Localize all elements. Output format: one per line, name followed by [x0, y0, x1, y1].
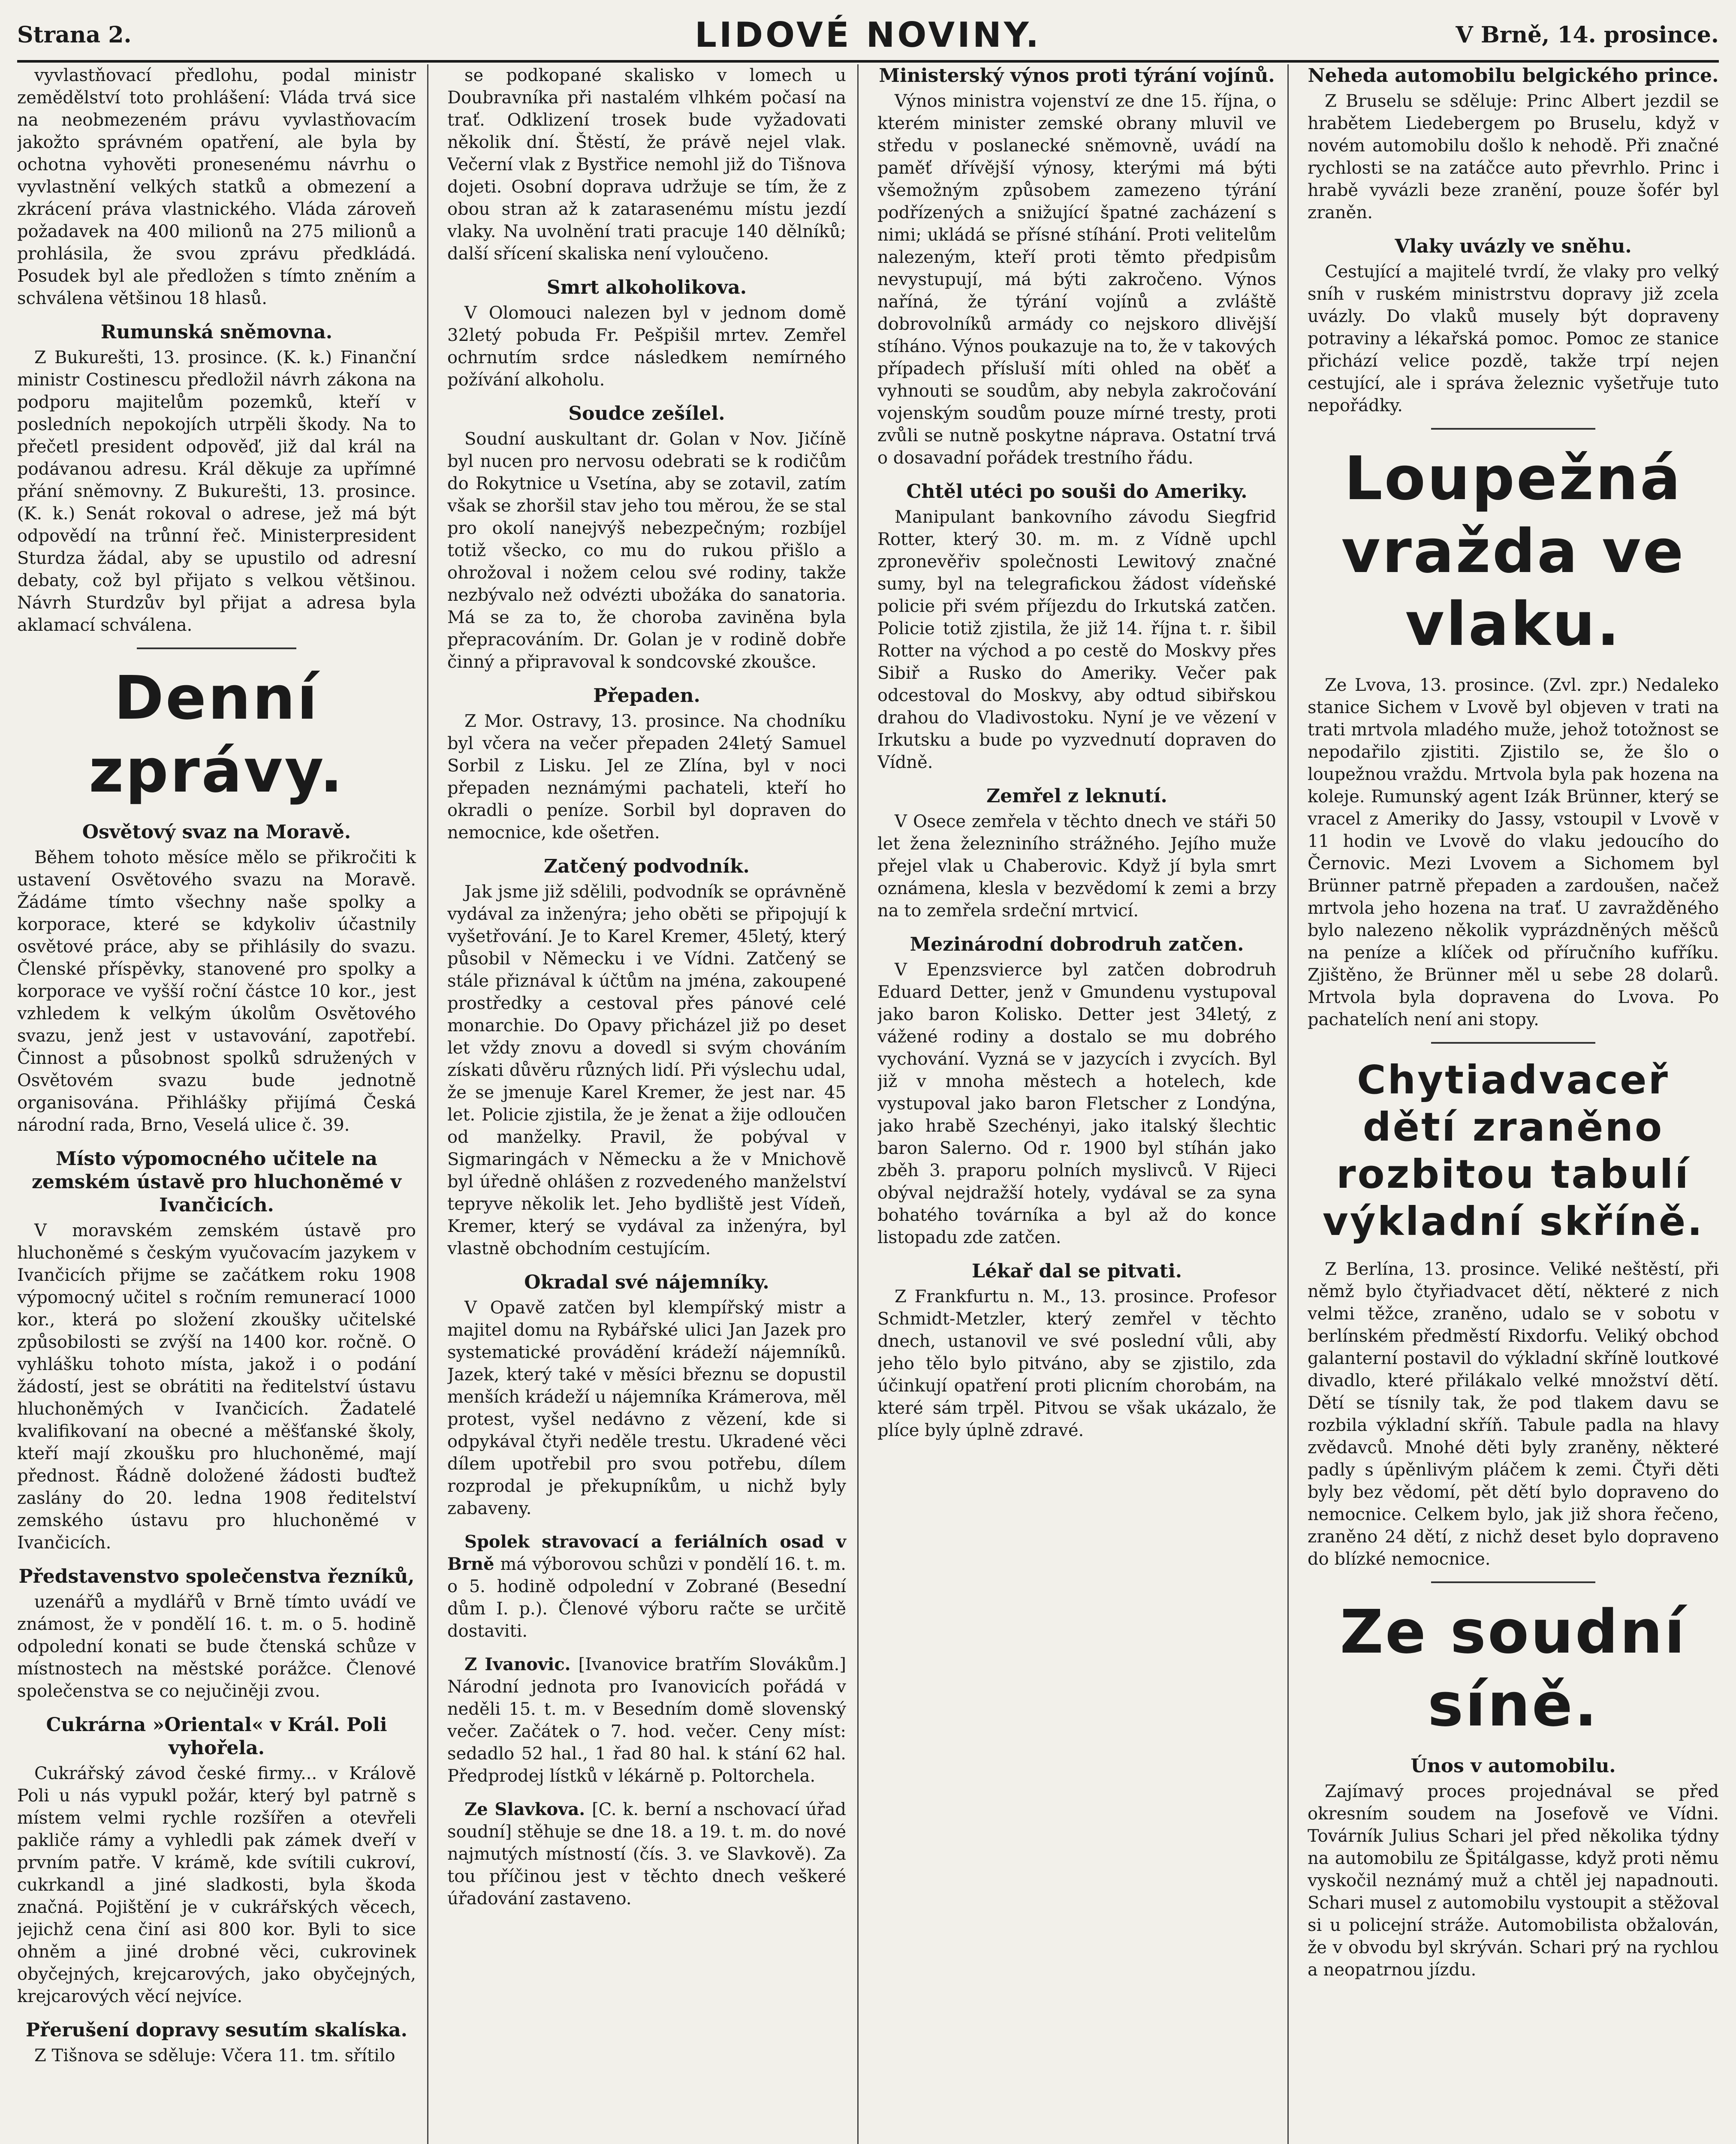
article: [877, 1260, 1276, 1442]
notice: [447, 1531, 846, 1642]
article-title: Chtěl utéci po souši do Ameriky.: [906, 481, 1248, 503]
article-body: Ze Slavkova. [C. k. berní a nschovací úřad soudní] stěhuje se dne 18. a 19. t. m. do nové najmutých místností (čís. 3. ve Slavkově). Za tou příčinou jest v těchto dnech veškeré úřadování zastaveno.: [447, 1799, 846, 1909]
article-body: Soudní auskultant dr. Golan v Nov. Jičíně byl nucen pro nervosu odebrati se k rodičům do Rokytnice u Vsetína, aby se zotavil, zatím však se zhoršil stav jeho tou měrou, že se stal pro okolí nanejvýš nebezpečným; rozbíjel totiž všecko, co mu do rukou přišlo a ohrožoval i nožem celou své rodiny, takže nezbývalo než odvézti ubožáka do sanatoria. Má se za to, že choroba zaviněna byla přepracováním. Dr. Golan je v rodině dobře činný a připravoval k sondcovské zkoušce.: [447, 429, 846, 672]
section-divider: [1431, 428, 1596, 430]
article-body: V Osece zemřela v těchto dnech ve stáři 50 let žena železniního strážného. Jejího muže přejel vlak u Chaberovic. Když jí byla smrt oznámena, klesla v bezvědomí k zemi a brzy na to zemřela srdeční mrtvicí.: [877, 812, 1276, 921]
article-body: Během tohoto měsíce mělo se přikročiti k ustavení Osvětového svazu na Moravě. Žádáme tímto všechny naše spolky a korporace, které se kdykoliv účastnily osvětové práce, aby se přihlásily do svazu. Členské příspěvky, stanovené pro spolky a korporace ve vyšší roční částce 10 kor., jest vzhledem k velkým úkolům Osvětového svazu, jenž jest v ustavování, zapotřebí. Činnost a působnost spolků sdružených v Osvětovém svazu bude jednotně organisována. Přihlášky přijímá Česká národní rada, Brno, Veselá ulice č. 39.: [17, 848, 416, 1135]
article: [1308, 1258, 1719, 1570]
notice: [447, 1798, 846, 1910]
section-divider: [1431, 1042, 1596, 1044]
article-title: Neheda automobilu belgického prince.: [1308, 65, 1719, 87]
article: [1308, 64, 1719, 224]
article: [877, 64, 1276, 469]
article-body: Z Bruselu se sděluje: Princ Albert jezdil se hrabětem Liedebergem po Bruselu, když v novém automobilu došlo k nehodě. Při značné rychlosti se na zatáčce auto převrhlo. Princ i hrabě vyvázli beze zranění, pouze šofér byl zraněn.: [1308, 91, 1719, 223]
article-title: Mezinárodní dobrodruh zatčen.: [910, 933, 1244, 955]
notice-title: Spolek stravovací a feriálních osad v Brně: [447, 1532, 846, 1574]
article-body: V Epenzsvierce byl zatčen dobrodruh Eduard Detter, jenž v Gmundenu vystupoval jako baron Kolisko. Detter jest 34letý, z vážené rodiny a dostalo se mu dobrého vychování. Vyzná se v jazycích i zvycích. Byl již v mnoha městech a hotelech, kde vystupoval jako baron Fletscher z Londýna, jako hrabě Szechényi, jako italský šlechtic baron Salerno. Od r. 1900 byl stíhán jako zběh 3. praporu polních myslivců. V Rijeci obýval nejdražší hotely, vydával se za syna bohatého továrníka a byl až do konce listopadu zde zatčen.: [877, 960, 1276, 1247]
column-4: [1308, 64, 1719, 2144]
article-body: Z Berlína, 13. prosince. Veliké neštěstí, při němž bylo čtyřiadvacet dětí, některé z nich velmi těžce, zraněno, udalo se v sobotu v berlínském předměstí Rixdorfu. Veliký obchod galanterní postavil do výkladní skříně loutkové divadlo, které přilákalo velké množství dětí. Dětí se tísnily tak, že pod tlakem davu se rozbila výkladní skříň. Tabule padla na hlavy zvědavců. Mnohé děti byly zraněny, některé padly s úpěnlivým pláčem k zemi. Čtyři děti byly bez vědomí, pět dětí bylo dopraveno do nemocnice. Celkem bylo, jak již shora řečeno, zraněno 24 dětí, z nichž deset bylo dopraveno do blízké nemocnice.: [1308, 1259, 1719, 1569]
article-body: Ze Lvova, 13. prosince. (Zvl. zpr.) Nedaleko stanice Sichem v Lvově byl objeven v trati na trati mrtvola mladého muže, jehož totožnost se nepodařilo zjistiti. Zjistilo se, že šlo o loupežnou vraždu. Mrtvola byla pak hozena na koleje. Rumunský agent Izák Brünner, který se vracel z Ameriky do Jassy, vstoupil v Lvově v 11 hodin ve Lvově do vlaku jedoucího do Černovic. Mezi Lvovem a Sichomem byl Brünner patrně přepaden a zardoušen, načež mrtvola jeho hozena na trať. U zavražděného bylo nalezeno několik vyprázdněných měšců na peníze a klíček od příručního kufříku. Zjištěno, že Brünner měl u sebe 28 dolarů. Mrtvola byla dopravena do Lvova. Po pachatelích není ani stopy.: [1308, 675, 1719, 1030]
article-title: Přepaden.: [593, 685, 700, 707]
article-title: Ministerský výnos proti týrání vojínů.: [879, 65, 1275, 87]
article-body: Z Mor. Ostravy, 13. prosince. Na chodníku byl včera na večer přepaden 24letý Samuel Sorbil z Lisku. Jel ze Zlína, byl v noci přepaden neznámými pachateli, kteří ho okradli o peníze. Sorbil byl dopraven do nemocnice, kde ošetřen.: [447, 711, 846, 843]
article-title: Okradal své nájemníky.: [524, 1271, 769, 1293]
article: [1308, 674, 1719, 1031]
article: [877, 480, 1276, 774]
dateline: V Brně, 14. prosince.: [1456, 21, 1719, 48]
section-divider: [137, 647, 296, 649]
column-3: [877, 64, 1289, 2144]
column-1: [17, 64, 428, 2144]
article-body: se podkopané skalisko v lomech u Doubravníka při nastalém vlhkém počasí na trať. Odklizení trosek bude vyžadovati několik dní. Štěstí, že právě nejel vlak. Večerní vlak z Bystřice nemohl již do Tišnova dojeti. Osobní doprava udržuje se tím, že z obou stran až k zatarasenému místu jezdí vlaky. Na uvolnění trati pracuje 140 dělníků; další sřícení skaliska není vyloučeno.: [447, 66, 846, 264]
article: [17, 64, 416, 310]
article: [447, 684, 846, 844]
section-divider: [1431, 1581, 1596, 1583]
article-title: Osvětový svaz na Moravě.: [82, 821, 351, 843]
article-body: Jak jsme již sdělili, podvodník se oprávněně vydával za inženýra; jeho oběti se připojují k vyšetřování. Je to Karel Kremer, 45letý, který působil v Německu i ve Vídni. Zatčený se stále přiznával k účtům na jména, zakoupené prostředky a cestoval přes pánové celé monarchie. Do Opavy přicházel již po deset let vždy znovu a dovedl si svým chováním získati důvěru různých lidí. Při výslechu udal, že se jmenuje Karel Kremer, že jest nar. 45 let. Policie zjistila, že je ženat a žije odloučen od manželky. Pravil, že pobýval v Sigmaringách v Německu a že v Mnichově byl úředně ohlášen z rozvedeného manželství tepryve několik let. Jeho bydliště jest Vídeň, Kremer, který se vydával za inženýra, byl vlastně obchodním cestujícím.: [447, 882, 846, 1259]
article: [877, 933, 1276, 1249]
article-title: Zatčený podvodník.: [544, 855, 750, 877]
article: [447, 855, 846, 1260]
article-title: Vlaky uvázly ve sněhu.: [1395, 235, 1632, 257]
article-title: Přerušení dopravy sesutím skalíska.: [26, 2019, 407, 2041]
article-body: Cukrářský závod české firmy... v Králově Poli u nás vypukl požár, který byl patrně s místem velmi rychle rozšířen a otevřeli pakliče rámy a vyhledli pak zámek dveří v prvním patře. V krámě, kde svítili cukroví, cukrkandl a jiné sladkosti, byla škoda značná. Pojištění je v cukrářských věcech, jejichž cena činí asi 800 kor. Byli to sice ohněm a jiné drobné věci, cukrovinek obyčejných, krejcarových, jako obyčejných, krejcarových věcí nejvíce.: [17, 1764, 416, 2006]
section-heading: Chytiadvaceř dětí zraněno rozbitou tabulí výkladní skříně.: [1322, 1057, 1704, 1244]
section-heading: Loupežná vražda ve vlaku.: [1341, 444, 1685, 659]
notice: [447, 1653, 846, 1787]
article: [17, 821, 416, 1136]
article-title: Cukrárna »Oriental« v Král. Poli vyhořela.: [46, 1714, 387, 1759]
article-title: Zemřel z leknutí.: [986, 785, 1167, 807]
page-number: Strana 2.: [17, 21, 132, 48]
newspaper-title: LIDOVÉ NOVINY.: [695, 15, 1041, 55]
article: [17, 2019, 416, 2067]
article-title: Místo výpomocného učitele na zemském ústavě pro hluchoněmé v Ivančicích.: [32, 1148, 401, 1216]
article: [447, 64, 846, 265]
article-body: Výnos ministra vojenství ze dne 15. října, o kterém minister zemské obrany mluvil ve středu v poslanecké sněmovně, uvádí na paměť dřívější výnosy, kterými má býti všemožným způsobem zamezeno týrání podřízených a snižující špatné zacházení s nimi; ukládá se přísné stíhání. Proti velitelům nalezeným, kteří proti těmto předpisům nevystupují, má býti zakročeno. Výnos naříná, že týrání vojínů a zvláště dobrovolníků armády co nejskoro dlivější stíháno. Výnos poukazuje na to, že v takových případech přísluší míti ohled na oběť a vyhnouti se soudům, aby nebyla zakročování vojenským soudům pouze mírné tresty, proti zvůli se nutně poskytne náprava. Ostatní trvá o dosavadní pořádek trestního řádu.: [877, 91, 1276, 468]
article-title: Představenstvo společenstva řezníků,: [18, 1566, 415, 1587]
article-body: V Opavě zatčen byl klempířský mistr a majitel domu na Rybářské ulici Jan Jazek pro systematické provádění krádeží nájemníků. Jazek, který také v měsíci březnu se dopustil menších krádeží u nájemníka Krámerova, měl protest, vyšel nedávno z vězení, kde si odpykával čtyři neděle trestu. Ukradené věci dílem upotřebil pro svou potřebu, dílem rozprodal je překupníkům, u nichž byly zabaveny.: [447, 1298, 846, 1518]
article: [17, 1713, 416, 2008]
article-body: Cestující a majitelé tvrdí, že vlaky pro velký sníh v ruském ministrstvu dopravy již zcela uvázly. Do vlaků musely být dopraveny potraviny a lékařská pomoc. Pomoc ze stanice přichází velice pozdě, takže trpí nejen cestující, ale i správa železnic vyšetřuje tuto nepořádky.: [1308, 262, 1719, 416]
article-body: vyvlastňovací předlohu, podal ministr zemědělství toto prohlášení: Vláda trvá sice na neobmezeném právu vyvlastňovacím jakožto správném opatření, ale byla by ochotna vyhověti pronesenému návrhu o vyvlastnění velkých statků a obmezení a zkrácení práva vlastnického. Vláda zároveň požadavek na 400 milionů na 275 milionů a prohlásila, že svou zprávu předkládá. Posudek byl ale předložen s tímto zněním a schválena většinou 18 hlasů.: [17, 66, 416, 308]
article-body: V Olomouci nalezen byl v jednom domě 32letý pobuda Fr. Pešpišil mrtev. Zemřel ochrnutím srdce následkem nemírného požívání alkoholu.: [447, 303, 846, 390]
article-title: Soudce zešílel.: [568, 403, 725, 425]
article-body: Z Frankfurtu n. M., 13. prosince. Profesor Schmidt-Metzler, který zemřel v těchto dnech, ustanovil ve své poslední vůli, aby jeho tělo bylo pitváno, aby se zjistilo, zda účinkují opatření proti plicním chorobám, na které sám trpěl. Pitvou se však ukázalo, že plíce byly úplně zdravé.: [877, 1287, 1276, 1440]
section-heading: Denní zprávy.: [88, 663, 345, 806]
article-columns: [17, 64, 1719, 2144]
article-body: Z Bukurešti, 13. prosince. (K. k.) Finanční ministr Costinescu předložil návrh zákona na podporu majitelům pozemků, kteří v posledních nepokojích utrpěli škody. Na to přečetl president odpověď, již dal král na podávanou adresu. Král děkuje za upřímné přání sněmovny. Z Bukurešti, 13. prosince. (K. k.) Senát rokoval o adrese, jež má být odpovědí na trůnní řeč. Ministerpresident Sturdza žádal, aby se upustilo od adresní debaty, což byl přijato s velkou většinou. Návrh Sturdzův byl přijat a adresa byla aklamací schválena.: [17, 348, 416, 635]
article-body: Z Tišnova se sděluje: Včera 11. tm. sřítilo: [34, 2046, 395, 2066]
column-2: [447, 64, 859, 2144]
article-body: Zajímavý proces projednával se před okresním soudem na Josefově ve Vídni. Továrník Julius Schari jel před několika týdny na automobilu ze Špitálgasse, když proti němu vyskočil neznámý muž a chtěl jej napadnouti. Schari musel z automobilu vystoupit a stěžoval si u policejní stráže. Automobilista obžalován, že v obvodu byl skrýván. Schari prý na rychlou a neopatrnou jízdu.: [1308, 1782, 1719, 1980]
notice-title: Ze Slavkova.: [464, 1799, 592, 1819]
article-body: Z Ivanovic. [Ivanovice bratřím Slovákům.] Národní jednota pro Ivanovicích pořádá v neděli 15. t. m. v Besedním domě slovenský večer. Začátek o 7. hod. večer. Ceny míst: sedadlo 52 hal., 1 řad 80 hal. k stání 62 hal. Předprodej lístků v lékárně p. Poltorchela.: [447, 1654, 846, 1786]
article: [447, 402, 846, 673]
masthead: [17, 9, 1719, 63]
article-body: Spolek stravovací a feriálních osad v Brně má výborovou schůzi v pondělí 16. t. m. o 5. hodině odpolední v Zobrané (Besední dům I. p.). Členové výboru račte se určitě dostaviti.: [447, 1532, 846, 1641]
article-body: Manipulant bankovního závodu Siegfrid Rotter, který 30. m. m. z Vídně upchl zpronevěřiv společnosti Lewitový značné sumy, byl na telegrafickou žádost vídeňské policie při svém příjezdu do Irkutská zatčen. Policie totiž zjistila, že již 14. října t. r. šibil Rotter na východ a po cestě do Moskvy přes Sibiř a Rusko do Ameriky. Večer pak odcestoval do Moskvy, aby odtud sibiřskou drahou do Vladivostoku. Nyní je ve vězení v Irkutsku a bude po vyzvednutí dopraven do Vídně.: [877, 507, 1276, 772]
section-heading: Ze soudní síně.: [1340, 1597, 1687, 1740]
article: [877, 785, 1276, 922]
article: [447, 1271, 846, 1520]
article-title: Lékař dal se pitvati.: [971, 1260, 1182, 1282]
article: [1308, 235, 1719, 417]
article: [17, 1147, 416, 1554]
article-title: Rumunská sněmovna.: [100, 321, 333, 343]
article: [447, 276, 846, 391]
article: [17, 321, 416, 636]
notice-title: Z Ivanovic.: [464, 1654, 579, 1674]
article-title: Únos v automobilu.: [1410, 1755, 1616, 1777]
article-title: Smrt alkoholikova.: [546, 277, 747, 298]
article-body: V moravském zemském ústavě pro hluchoněmé s českým vyučovacím jazykem v Ivančicích přijme se začátkem roku 1908 výpomocný učitel s ročním remunerací 1000 kor., která po složení zkoušky učitelské způsobilosti se zvýší na 1400 kor. ročně. O vyhlášku tohoto místa, jakož i o podání žádostí, jest se obrátiti na ředitelství ústavu hluchoněmých v Ivančicích. Žadatelé kvalifikovaní na obecné a měšťanské školy, kteří mají zkoušku pro hluchoněmé, mají přednost. Řádně doložené žádosti buďtež zaslány do 20. ledna 1908 ředitelství zemského ústavu pro hluchoněmé v Ivančicích.: [17, 1221, 416, 1553]
article: [17, 1565, 416, 1702]
article: [1308, 1755, 1719, 1981]
article-body: uzenářů a mydlářů v Brně tímto uvádí ve známost, že v pondělí 16. t. m. o 5. hodině odpolední konati se bude čtenská schůze v místnostech na městské porážce. Členové společenstva se co nejučiněji zvou.: [17, 1592, 416, 1701]
